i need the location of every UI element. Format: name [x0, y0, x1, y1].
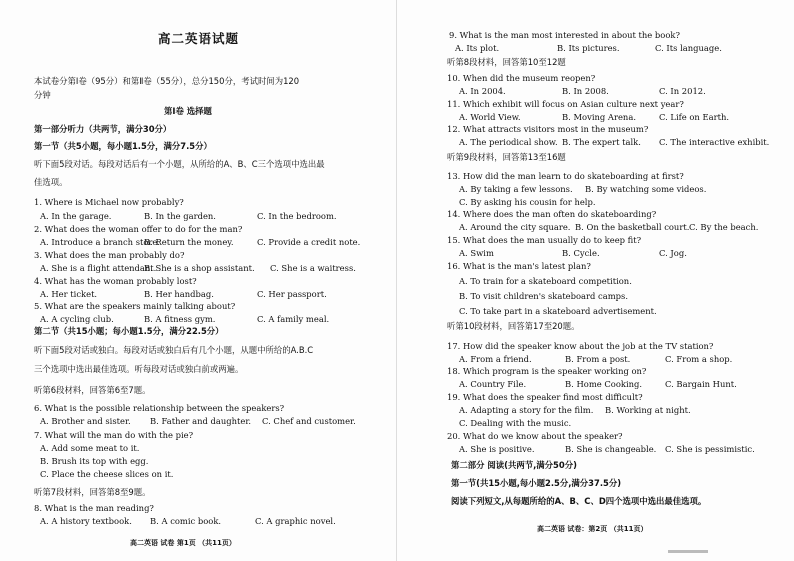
- option-b: B. Father and daughter.: [150, 416, 252, 426]
- question-stem: 7. What will the man do with the pie?: [34, 430, 194, 440]
- section-1a-heading: 第一节（共5小题，每小题1.5分，满分7.5分）: [34, 141, 212, 151]
- question-stem: 5. What are the speakers mainly talking about?: [34, 301, 236, 311]
- instruction-3: 阅读下列短文,从每题所给的A、B、C、D四个选项中选出最佳选项。: [451, 496, 707, 506]
- option-c: C. To take part in a skateboard advertisement.: [459, 306, 657, 316]
- option-b: B. In the garden.: [144, 211, 216, 221]
- option-b: B. Moving Arena.: [562, 112, 636, 122]
- section-1-heading: 第一部分听力（共两节，满分30分）: [34, 124, 172, 134]
- option-c: C. She is pessimistic.: [665, 444, 755, 454]
- option-b: B. The expert talk.: [562, 137, 641, 147]
- option-b: B. Cycle.: [562, 248, 600, 258]
- option-c: C. Jog.: [659, 248, 687, 258]
- question-stem: 10. When did the museum reopen?: [447, 73, 596, 83]
- option-b: B. In 2008.: [562, 86, 609, 96]
- option-a: A. Introduce a branch store.: [40, 237, 161, 247]
- option-c: C. Her passport.: [257, 289, 327, 299]
- option-c: C. In the bedroom.: [257, 211, 337, 221]
- question-stem: 4. What has the woman probably lost?: [34, 276, 197, 286]
- question-stem: 9. What is the man most interested in about the book?: [449, 30, 680, 40]
- material-6: 听第6段材料，回答第6至7题。: [34, 385, 151, 395]
- option-b: B. She is changeable.: [565, 444, 657, 454]
- option-a: A. Country File.: [459, 379, 527, 389]
- option-c: C. A family meal.: [257, 314, 330, 324]
- question-stem: 11. Which exhibit will focus on Asian culture next year?: [447, 99, 684, 109]
- exam-title: 高二英语试题: [158, 31, 240, 46]
- option-a: A. Add some meat to it.: [40, 443, 140, 453]
- option-b: B. Return the money.: [144, 237, 234, 247]
- option-b: B. Its pictures.: [557, 43, 620, 53]
- question-stem: 14. Where does the man often do skateboarding?: [447, 209, 657, 219]
- page-footer: 高二英语 试卷：第2页 （共11页）: [537, 525, 648, 533]
- question-stem: 1. Where is Michael now probably?: [34, 197, 184, 207]
- option-b: B. A fitness gym.: [144, 314, 216, 324]
- instruction-2b: 三个选项中选出最佳选项。听每段对话或独白前或两遍。: [34, 364, 244, 374]
- page-2: [397, 0, 794, 561]
- material-8: 听第8段材料，回答第10至12题: [447, 57, 566, 67]
- question-stem: 13. How did the man learn to do skateboarding at first?: [447, 171, 684, 181]
- option-c: C. From a shop.: [665, 354, 733, 364]
- question-stem: 17. How did the speaker know about the job at the TV station?: [447, 341, 714, 351]
- option-a: A. She is positive.: [459, 444, 535, 454]
- option-a: A. In 2004.: [459, 86, 506, 96]
- option-a: A. She is a flight attendant.: [40, 263, 157, 273]
- part-1-heading: 第Ⅰ卷 选择题: [164, 106, 212, 116]
- option-b: B. Working at night.: [605, 405, 691, 415]
- option-a: A. A cycling club.: [40, 314, 114, 324]
- section-2a-heading: 第一节(共15小题,每小题2.5分,满分37.5分): [451, 478, 622, 488]
- question-stem: 16. What is the man's latest plan?: [447, 261, 591, 271]
- option-c: C. Dealing with the music.: [459, 418, 572, 428]
- material-10: 听第10段材料，回答第17至20题。: [447, 321, 580, 331]
- option-a: A. The periodical show.: [459, 137, 558, 147]
- option-b: B. Her handbag.: [144, 289, 214, 299]
- option-a: A. Brother and sister.: [40, 416, 131, 426]
- question-stem: 8. What is the man reading?: [34, 503, 154, 513]
- option-c: C. A graphic novel.: [255, 516, 336, 526]
- option-c: C. Its language.: [655, 43, 722, 53]
- question-stem: 18. Which program is the speaker working on?: [447, 366, 647, 376]
- option-a: A. To train for a skateboard competition.: [459, 276, 632, 286]
- option-a: A. Its plot.: [455, 43, 500, 53]
- question-stem: 19. What does the speaker find most difficult?: [447, 392, 643, 402]
- option-b: B. By watching some videos.: [585, 184, 707, 194]
- option-a: A. From a friend.: [459, 354, 532, 364]
- option-b: B. To visit children's skateboard camps.: [459, 291, 629, 301]
- option-c: C. Life on Earth.: [659, 112, 730, 122]
- question-stem: 2. What does the woman offer to do for the man?: [34, 224, 243, 234]
- option-a: A. In the garage.: [40, 211, 112, 221]
- option-c: C. The interactive exhibit.: [659, 137, 770, 147]
- option-a: A. Swim: [459, 248, 494, 258]
- question-stem: 15. What does the man usually do to keep fit?: [447, 235, 642, 245]
- question-stem: 3. What does the man probably do?: [34, 250, 185, 260]
- option-b: B. A comic book.: [150, 516, 222, 526]
- option-c: C. By asking his cousin for help.: [459, 197, 596, 207]
- option-c: C. By the beach.: [689, 222, 759, 232]
- instruction-1a: 听下面5段对话。每段对话后有一个小题，从所给的A、B、C三个选项中选出最: [34, 159, 325, 169]
- intro-line-1: 本试卷分第Ⅰ卷（95分）和第Ⅱ卷（55分），总分150分，考试时间为120: [34, 76, 300, 86]
- option-c: C. Bargain Hunt.: [665, 379, 737, 389]
- intro-line-2: 分钟: [34, 90, 51, 100]
- option-c: C. Provide a credit note.: [257, 237, 361, 247]
- question-stem: 6. What is the possible relationship between the speakers?: [34, 403, 285, 413]
- option-b: B. From a post.: [565, 354, 631, 364]
- instruction-2a: 听下面5段对话或独白。每段对话或独白后有几个小题，从题中所给的A.B.C: [34, 345, 314, 355]
- option-c: C. She is a waitress.: [270, 263, 356, 273]
- page-footer: 高二英语 试卷 第1页 （共11页）: [130, 539, 236, 547]
- option-c: C. In 2012.: [659, 86, 706, 96]
- option-b: B. Brush its top with egg.: [40, 456, 149, 466]
- option-a: A. A history textbook.: [40, 516, 132, 526]
- section-1b-heading: 第二节（共15小题；每小题1.5分，满分22.5分）: [34, 326, 224, 336]
- question-stem: 20. What do we know about the speaker?: [447, 431, 623, 441]
- option-a: A. Around the city square.: [459, 222, 571, 232]
- option-b: B. She is a shop assistant.: [144, 263, 255, 273]
- material-9: 听第9段材料，回答第13至16题: [447, 152, 566, 162]
- option-a: A. World View.: [459, 112, 521, 122]
- question-stem: 12. What attracts visitors most in the museum?: [447, 124, 649, 134]
- option-c: C. Place the cheese slices on it.: [40, 469, 174, 479]
- option-b: B. Home Cooking.: [565, 379, 643, 389]
- scan-smudge: [668, 550, 708, 553]
- material-7: 听第7段材料，回答第8至9题。: [34, 487, 151, 497]
- option-a: A. Her ticket.: [40, 289, 98, 299]
- instruction-1b: 佳选项。: [34, 177, 68, 187]
- option-a: A. By taking a few lessons.: [459, 184, 573, 194]
- option-b: B. On the basketball court.: [575, 222, 690, 232]
- option-c: C. Chef and customer.: [262, 416, 356, 426]
- section-2-heading: 第二部分 阅读(共两节,满分50分): [451, 460, 577, 470]
- option-a: A. Adapting a story for the film.: [459, 405, 594, 415]
